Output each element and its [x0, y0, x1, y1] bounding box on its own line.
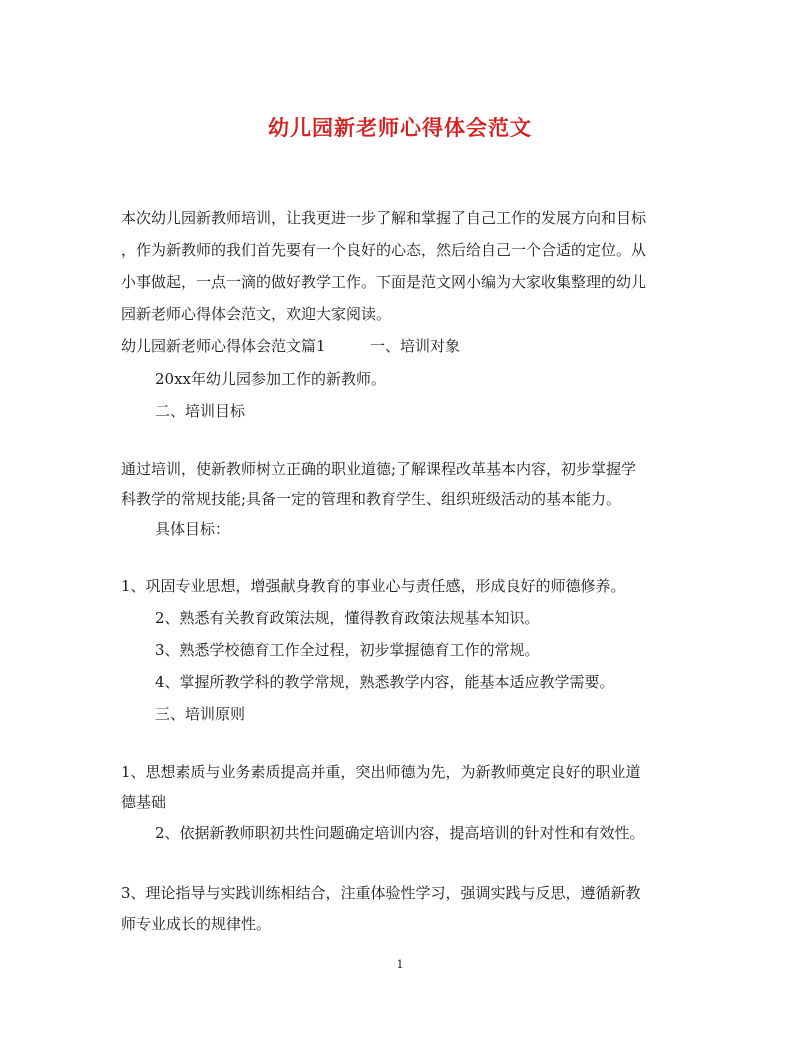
trainees-text: 20xx年幼儿园参加工作的新教师。 — [155, 370, 387, 388]
goal-item: 1、巩固专业思想，增强献身教育的事业心与责任感，形成良好的师德修养。 — [121, 577, 626, 595]
goal-item: 2、熟悉有关教育政策法规，懂得教育政策法规基本知识。 — [155, 609, 540, 627]
intro-line: 小事做起，一点一滴的做好教学工作。下面是范文网小编为大家收集整理的幼儿 — [121, 273, 647, 291]
section-3-title: 三、培训原则 — [155, 705, 246, 723]
principle-line: 3、理论指导与实践训练相结合，注重体验性学习，强调实践与反思，遵循新教 — [121, 884, 641, 902]
section-2-title: 二、培训目标 — [155, 402, 246, 420]
goal-item: 4、掌握所教学科的教学常规，熟悉教学内容，能基本适应教学需要。 — [155, 673, 615, 691]
specific-goals-label: 具体目标： — [155, 520, 231, 538]
section-1-title: 一、培训对象 — [370, 337, 461, 355]
intro-line: 本次幼儿园新教师培训，让我更进一步了解和掌握了自己工作的发展方向和目标 — [121, 209, 647, 227]
intro-line: 园新老师心得体会范文，欢迎大家阅读。 — [121, 305, 392, 323]
page-number: 1 — [396, 958, 404, 971]
goal-item: 3、熟悉学校德育工作全过程，初步掌握德育工作的常规。 — [155, 641, 540, 659]
section-heading: 幼儿园新老师心得体会范文篇1 — [121, 337, 326, 355]
principle-line: 师专业成长的规律性。 — [121, 915, 272, 933]
principle-line: 1、思想素质与业务素质提高并重，突出师德为先，为新教师奠定良好的职业道 — [121, 763, 641, 781]
goal-paragraph-line: 科教学的常规技能;具备一定的管理和教育学生、组织班级活动的基本能力。 — [121, 490, 622, 508]
intro-line: ，作为新教师的我们首先要有一个良好的心态，然后给自己一个合适的定位。从 — [121, 241, 647, 259]
document-title: 幼儿园新老师心得体会范文 — [268, 115, 532, 140]
principle-line: 2、依据新教师职初共性问题确定培训内容，提高培训的针对性和有效性。 — [155, 824, 645, 842]
goal-paragraph-line: 通过培训，使新教师树立正确的职业道德;了解课程改革基本内容，初步掌握学 — [121, 460, 637, 478]
principle-line: 德基础 — [121, 793, 167, 811]
